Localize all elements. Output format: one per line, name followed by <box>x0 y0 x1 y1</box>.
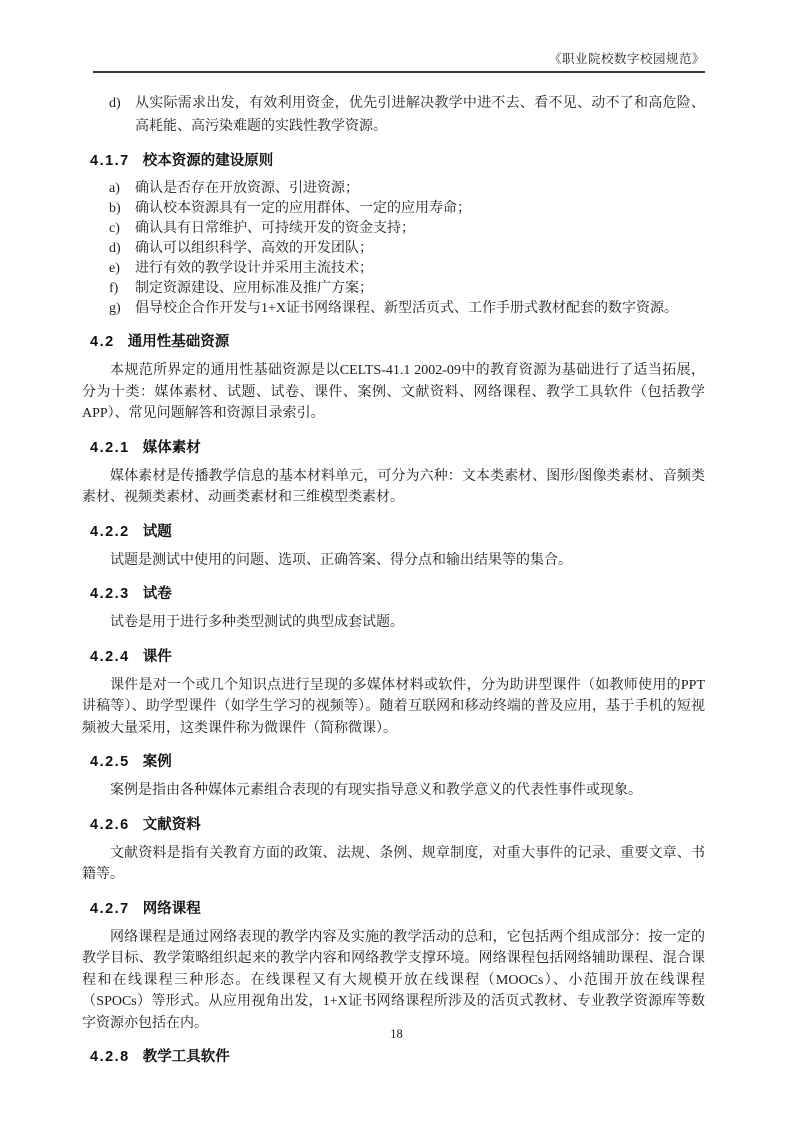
list-item <box>82 239 705 259</box>
heading-number: 4.2.2 <box>90 523 130 540</box>
list-marker: d) <box>109 241 121 256</box>
list-item <box>82 279 705 299</box>
heading-number: 4.2.6 <box>90 816 130 833</box>
list-marker: b) <box>109 201 121 216</box>
paragraph-4-2-4: 课件是对一个或几个知识点进行呈现的多媒体材料或软件，分为助讲型课件（如教师使用的PPT讲稿等）、助学型课件（如学生学习的视频等）。随着互联网和移动终端的普及应用，基于手机的短视频被大量采用，这类课件称为微课件（简称微课）。 <box>82 677 705 736</box>
heading-number: 4.2.5 <box>90 754 130 770</box>
list-item-text: 制定资源建设、应用标准及推广方案； <box>135 281 373 296</box>
heading-title: 试卷 <box>142 586 172 602</box>
heading-number: 4.2.3 <box>90 586 130 602</box>
heading-number: 4.2.8 <box>90 1049 130 1065</box>
heading-number: 4.1.7 <box>90 153 130 169</box>
section-heading-4-2-4 <box>90 647 705 668</box>
list-item-text: 进行有效的教学设计并采用主流技术； <box>135 261 373 276</box>
heading-number: 4.2.7 <box>90 900 130 917</box>
paragraph-4-2-7: 网络课程是通过网络表现的教学内容及实施的教学活动的总和，它包括两个组成部分：按一定的教学目标、教学策略组织起来的教学内容和网络教学支撑环境。网络课程包括网络辅助课程、混合课程和在线课程三种形态。在线课程又有大规模开放在线课程（MOOCs）、小范围开放在线课程（SPOCs）等形式。从应用视角出发，1+X证书网络课程所涉及的活页式教材、专业教学资源库等数字资源亦包括在内。 <box>82 929 705 1031</box>
list-marker: a) <box>109 181 120 196</box>
list-item-d-continuation <box>82 92 705 138</box>
paragraph-4-2: 本规范所界定的通用性基础资源是以CELTS-41.1 2002-09中的教育资源为基础进行了适当拓展，分为十类：媒体素材、试题、试卷、课件、案例、文献资料、网络课程、教学工具软件（包括教学APP）、常见问题解答和资源目录索引。 <box>82 363 705 421</box>
list-item-text: 确认是否存在开放资源、引进资源； <box>135 181 359 196</box>
heading-number: 4.2 <box>90 334 115 350</box>
section-heading-4-2-3 <box>90 584 705 605</box>
principles-list <box>82 179 705 319</box>
heading-title: 校本资源的建设原则 <box>142 153 274 169</box>
section-heading-4-2-2 <box>90 522 705 543</box>
list-item-text: 确认具有日常维护、可持续开发的资金支持； <box>135 221 415 236</box>
paragraph-4-2-3: 试卷是用于进行多种类型测试的典型成套试题。 <box>110 615 404 630</box>
section-heading-4-2-5 <box>90 752 705 773</box>
list-marker: g) <box>109 301 121 316</box>
section-heading-4-2-8 <box>90 1047 705 1068</box>
heading-title: 通用性基础资源 <box>127 334 230 350</box>
page-footer <box>0 1027 793 1042</box>
heading-title: 教学工具软件 <box>142 1049 230 1065</box>
heading-title: 试题 <box>142 523 172 540</box>
heading-title: 课件 <box>142 648 172 665</box>
section-heading-4-2-1 <box>90 438 705 459</box>
list-marker: f) <box>109 281 119 296</box>
list-item <box>82 219 705 239</box>
heading-number: 4.2.1 <box>90 439 130 456</box>
list-item-text: 倡导校企合作开发与1+X证书网络课程、新型活页式、工作手册式教材配套的数字资源。 <box>135 301 679 316</box>
list-item <box>82 299 705 319</box>
list-item-text: 从实际需求出发，有效利用资金，优先引进解决教学中进不去、看不见、动不了和高危险、高耗能、高污染难题的实践性教学资源。 <box>135 96 705 134</box>
list-item <box>82 179 705 199</box>
heading-number: 4.2.4 <box>90 648 130 665</box>
section-heading-4-1-7 <box>90 151 705 172</box>
heading-title: 媒体素材 <box>142 439 201 456</box>
paragraph-4-2-2: 试题是测试中使用的问题、选项、正确答案、得分点和输出结果等的集合。 <box>110 552 572 568</box>
heading-title: 文献资料 <box>142 816 201 833</box>
heading-title: 网络课程 <box>142 900 201 917</box>
list-item-text: 确认校本资源具有一定的应用群体、一定的应用寿命； <box>135 201 471 216</box>
page-number: 18 <box>390 1027 403 1041</box>
list-item <box>82 199 705 219</box>
section-heading-4-2 <box>90 332 705 353</box>
page-content <box>82 92 705 1068</box>
section-heading-4-2-6 <box>90 815 705 836</box>
list-item-text: 确认可以组织科学、高效的开发团队； <box>135 241 373 256</box>
paragraph-4-2-1: 媒体素材是传播教学信息的基本材料单元，可分为六种：文本类素材、图形/图像类素材、音频类素材、视频类素材、动画类素材和三维模型类素材。 <box>82 468 705 505</box>
paragraph-4-2-6: 文献资料是指有关教育方面的政策、法规、条例、规章制度，对重大事件的记录、重要文章、书籍等。 <box>82 845 705 882</box>
list-marker: e) <box>109 261 120 276</box>
heading-title: 案例 <box>142 754 172 770</box>
list-item <box>82 259 705 279</box>
list-marker: d) <box>109 96 121 111</box>
section-heading-4-2-7 <box>90 899 705 920</box>
page-header <box>93 0 705 73</box>
running-head-title: 《职业院校数字校园规范》 <box>548 52 705 66</box>
paragraph-4-2-5: 案例是指由各种媒体元素组合表现的有现实指导意义和教学意义的代表性事件或现象。 <box>110 783 642 798</box>
list-marker: c) <box>109 221 120 236</box>
